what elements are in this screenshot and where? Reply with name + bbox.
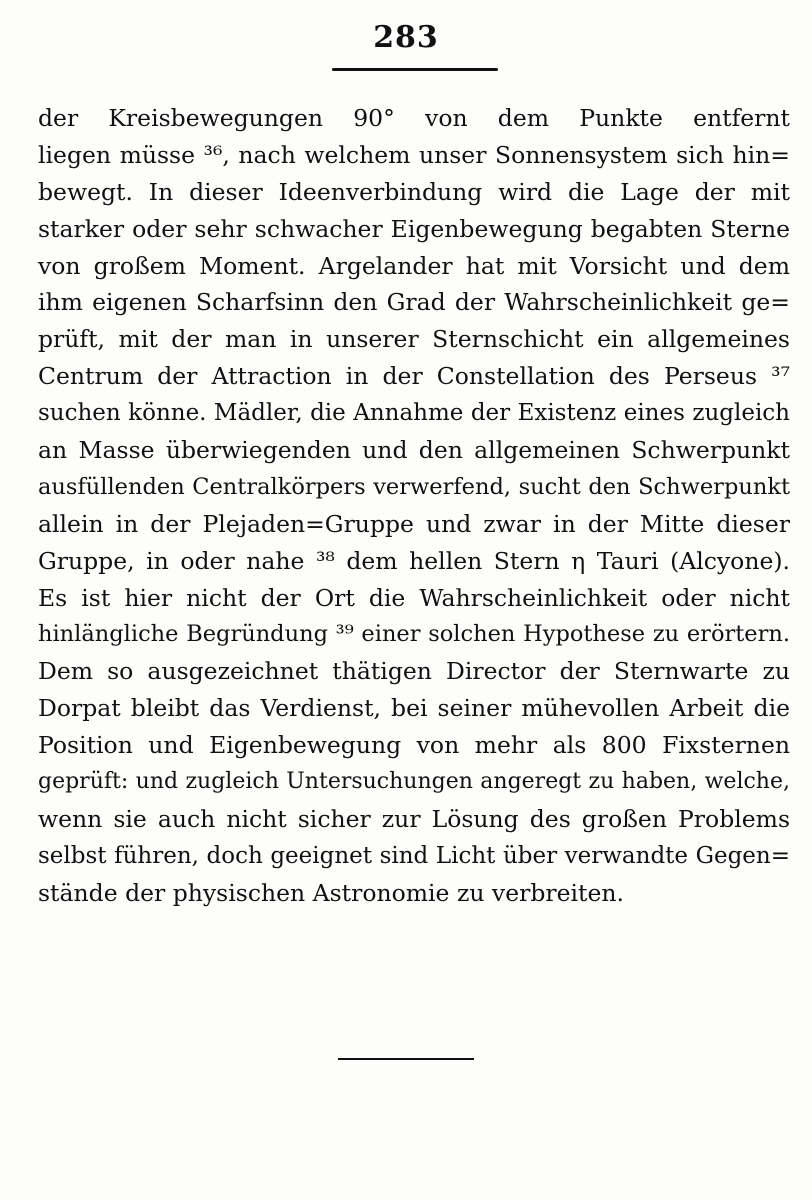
header-rule <box>332 68 498 71</box>
text-line: ihm eigenen Scharfsinn den Grad der Wahrscheinlichkeit ge= <box>38 288 790 317</box>
text-line-last: stände der physischen Astronomie zu verbreiten. <box>38 878 624 907</box>
text-line: prüft, mit der man in unserer Sternschicht ein allgemeines <box>38 325 790 354</box>
text-line: selbst führen, doch geeignet sind Licht über verwandte Gegen= <box>38 842 790 869</box>
text-line: Es ist hier nicht der Ort die Wahrscheinlichkeit oder nicht <box>38 583 790 612</box>
text-line: hinlängliche Begründung ³⁹ einer solchen Hypothese zu erörtern. <box>38 621 790 648</box>
text-line: an Masse überwiegenden und den allgemeinen Schwerpunkt <box>38 436 790 465</box>
text-line: Dem so ausgezeichnet thätigen Director der Sternwarte zu <box>38 657 790 686</box>
text-line: von großem Moment. Argelander hat mit Vorsicht und dem <box>38 251 790 280</box>
text-line: Dorpat bleibt das Verdienst, bei seiner mühevollen Arbeit die <box>38 694 790 723</box>
text-line: bewegt. In dieser Ideenverbindung wird die Lage der mit <box>38 177 790 206</box>
text-line: Gruppe, in oder nahe ³⁸ dem hellen Stern η Tauri (Alcyone). <box>38 546 790 575</box>
text-line: Centrum der Attraction in der Constellation des Perseus ³⁷ <box>38 362 790 391</box>
text-line: ausfüllenden Centralkörpers verwerfend, sucht den Schwerpunkt <box>38 473 790 500</box>
text-line: allein in der Plejaden=Gruppe und zwar in der Mitte dieser <box>38 509 790 538</box>
text-line: suchen könne. Mädler, die Annahme der Existenz eines zugleich <box>38 400 790 427</box>
text-line: liegen müsse ³⁶, nach welchem unser Sonnensystem sich hin= <box>38 140 790 169</box>
body-text <box>38 100 790 912</box>
text-line: geprüft: und zugleich Untersuchungen angeregt zu haben, welche, <box>38 769 790 795</box>
text-line: Position und Eigenbewegung von mehr als 800 Fixsternen <box>38 731 790 760</box>
text-line: starker oder sehr schwacher Eigenbewegung begabten Sterne <box>38 214 790 243</box>
text-line: wenn sie auch nicht sicher zur Lösung des großen Problems <box>38 804 790 833</box>
footer-rule <box>338 1058 474 1060</box>
text-line: der Kreisbewegungen 90° von dem Punkte entfernt <box>38 104 790 132</box>
page-number: 283 <box>373 20 439 55</box>
